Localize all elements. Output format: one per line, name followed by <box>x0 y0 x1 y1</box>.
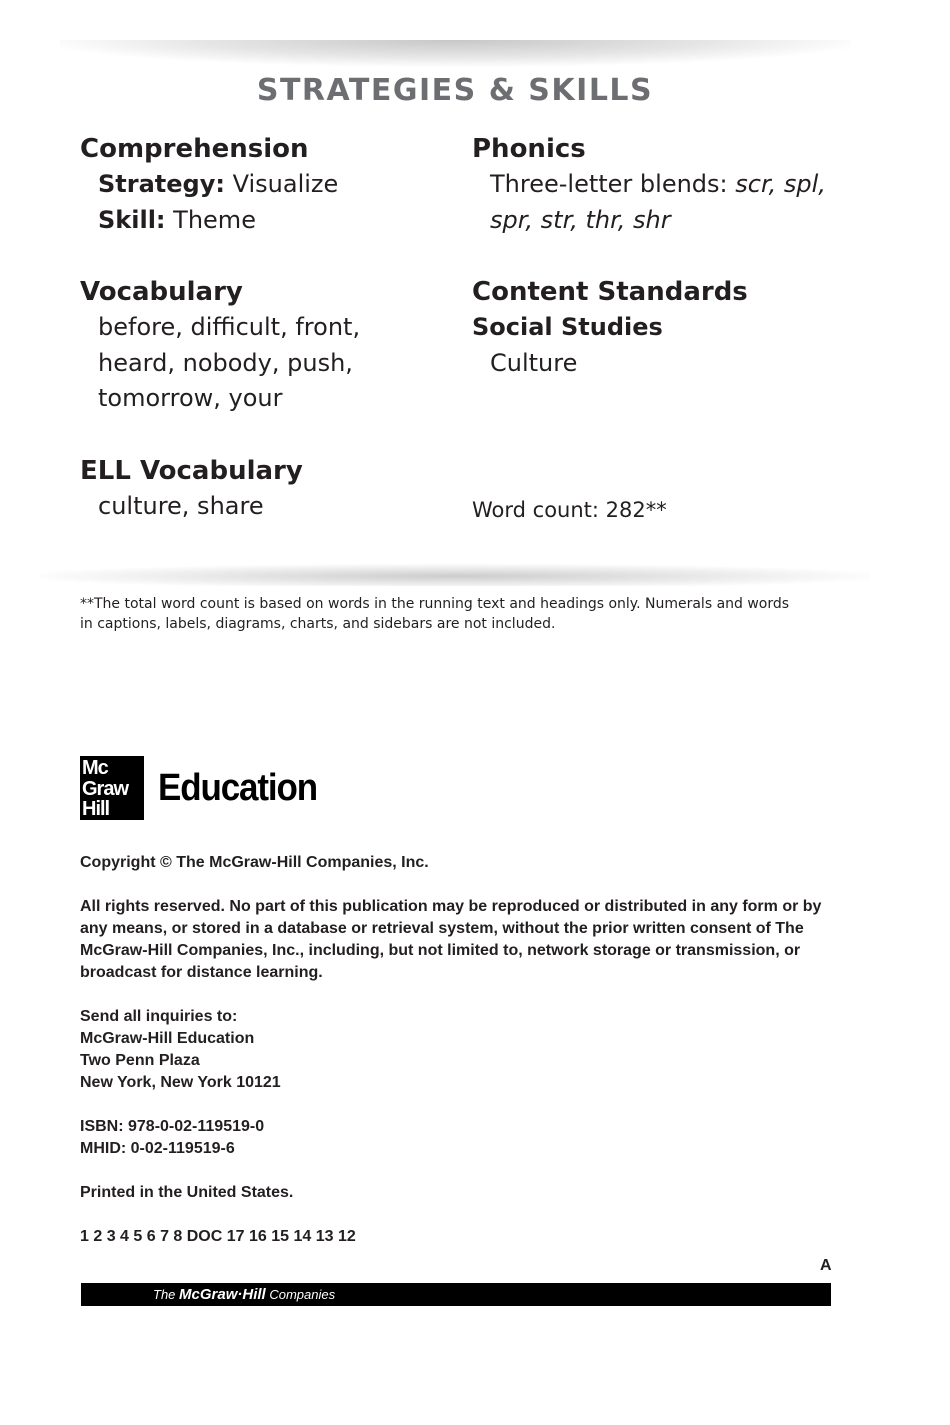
footnote-line: in captions, labels, diagrams, charts, and sidebars are not included. <box>80 616 556 632</box>
page-letter: A <box>820 1257 832 1274</box>
phonics-blends-2: spr, str, thr, shr <box>490 205 671 234</box>
rights-line: broadcast for distance learning. <box>80 964 323 981</box>
phonics-lead: Three-letter blends: <box>490 170 728 198</box>
address-line: Two Penn Plaza <box>80 1052 200 1069</box>
footnote <box>80 594 840 634</box>
phonics-line <box>472 167 842 203</box>
copyright-block <box>80 852 840 1270</box>
logo-box-line: Graw <box>82 777 129 800</box>
footnote-line: **The total word count is based on words in the running text and headings only. Numerals and words <box>80 596 790 612</box>
rights-line: McGraw-Hill Companies, Inc., including, but not limited to, network storage or transmission, or <box>80 942 801 959</box>
box-top-shadow <box>60 40 850 66</box>
logo-education-word: Education <box>158 766 318 809</box>
strategy-line <box>80 167 450 203</box>
vocabulary-line: tomorrow, your <box>98 384 283 412</box>
vocabulary-section <box>80 275 450 417</box>
rights-line: any means, or stored in a database or retrieval system, without the prior written consent of The <box>80 920 804 937</box>
content-standards-heading: Content Standards <box>472 277 748 307</box>
skill-value: Theme <box>173 205 256 234</box>
mcgraw-hill-logo-box <box>80 756 144 820</box>
strategy-value: Visualize <box>232 170 339 198</box>
right-column <box>472 132 842 418</box>
content-standards-subheading: Social Studies <box>472 313 663 341</box>
bar-brand: McGraw·Hill <box>179 1286 266 1303</box>
rights-line: All rights reserved. No part of this publication may be reproduced or distributed in any form or by <box>80 898 822 915</box>
ell-vocabulary-heading: ELL Vocabulary <box>80 455 303 486</box>
box-bottom-shadow <box>40 564 870 586</box>
content-standards-value: Culture <box>490 348 578 377</box>
phonics-blends-1: scr, spl, <box>735 170 826 198</box>
left-column <box>80 132 450 561</box>
mcgraw-hill-companies-bar <box>81 1283 831 1306</box>
address-line: Send all inquiries to: <box>80 1008 238 1025</box>
identifiers-paragraph <box>80 1116 840 1160</box>
skill-label: Skill: <box>98 205 166 234</box>
rights-paragraph <box>80 896 840 984</box>
printed-line: Printed in the United States. <box>80 1184 294 1201</box>
vocabulary-line: before, difficult, front, <box>98 313 361 341</box>
box-title: STRATEGIES & SKILLS <box>256 73 654 108</box>
content-standards-section <box>472 275 842 381</box>
copyright-line: Copyright © The McGraw-Hill Companies, Inc. <box>80 854 429 871</box>
comprehension-heading: Comprehension <box>80 134 309 164</box>
logo-box-line: Hill <box>82 798 110 820</box>
bar-the: The <box>153 1287 176 1302</box>
address-paragraph <box>80 1006 840 1094</box>
ell-vocabulary-value: culture, share <box>98 491 264 520</box>
vocabulary-heading: Vocabulary <box>80 277 243 307</box>
mcgraw-hill-education-logo <box>80 755 331 821</box>
strategy-label: Strategy: <box>98 170 225 198</box>
phonics-section <box>472 132 842 238</box>
bar-companies: Companies <box>269 1287 336 1302</box>
ell-vocabulary-section <box>80 454 450 525</box>
logo-box-line: Mc <box>82 757 108 779</box>
isbn-line: ISBN: 978-0-02-119519-0 <box>80 1118 265 1135</box>
mhid-line: MHID: 0-02-119519-6 <box>80 1140 235 1157</box>
word-count: Word count: 282** <box>472 498 667 522</box>
address-line: McGraw-Hill Education <box>80 1030 255 1047</box>
address-line: New York, New York 10121 <box>80 1074 281 1091</box>
comprehension-section <box>80 132 450 238</box>
print-run-line: 1 2 3 4 5 6 7 8 DOC 17 16 15 14 13 12 <box>80 1228 356 1245</box>
vocabulary-line: heard, nobody, push, <box>98 348 353 377</box>
phonics-heading: Phonics <box>472 134 586 164</box>
skill-line <box>80 203 450 239</box>
